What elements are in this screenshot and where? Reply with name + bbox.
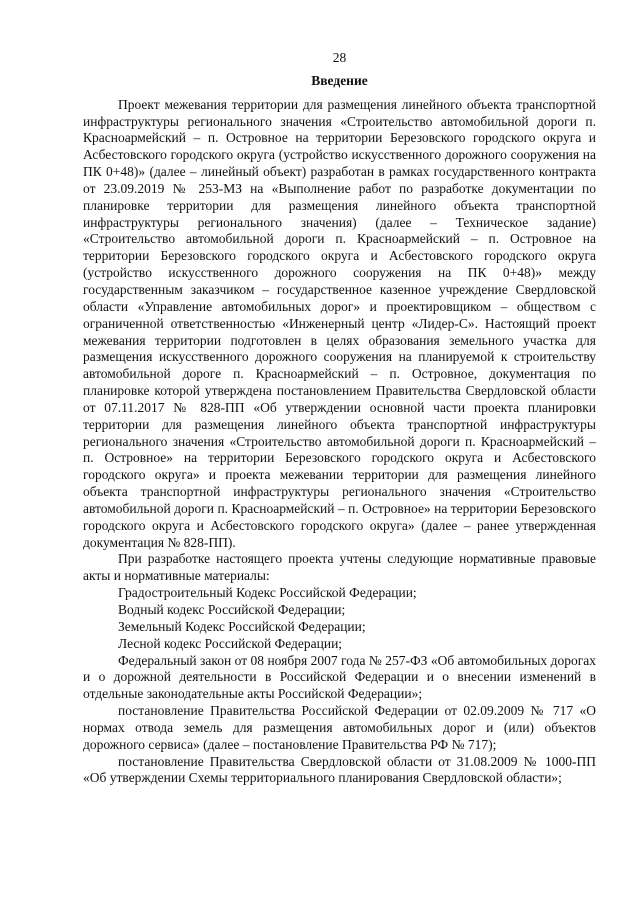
document-page <box>83 50 596 787</box>
list-item-urban-code: Градостроительный Кодекс Российской Федерации; <box>118 585 417 601</box>
list-item-resolution-717: постановление Правительства Российской Федерации от 02.09.2009 № 717 «О нормах отвода земель для размещения автомобильных дорог и (или) объектов дорожного сервиса» (далее – постановление Правительства РФ № 717); <box>83 703 596 752</box>
section-title: Введение <box>311 72 368 88</box>
list-item-federal-law-257: Федеральный закон от 08 ноября 2007 года № 257-ФЗ «Об автомобильных дорогах и о дорожной деятельности в Российской Федерации и о внесении изменений в отдельные законодательные акты Российской Федерации»; <box>83 652 596 702</box>
paragraph-normative-intro: При разработке настоящего проекта учтены следующие нормативные правовые акты и нормативные материалы: <box>83 551 596 584</box>
list-item-land-code: Земельный Кодекс Российской Федерации; <box>118 618 366 634</box>
paragraph-intro: Проект межевания территории для размещения линейного объекта транспортной инфраструктуры регионального значения «Строительство автомобильной дороги п. Красноармейский – п. Островное на территории Березовского городского округа и Асбестовского городского округа (устройство искусственного дорожного сооружения на ПК 0+48)» (далее – линейный объект) разработан в рамках государственного контракта от 23.09.2019 № 253-МЗ на «Выполнение работ по разработке документации по планировке территории для размещения линейного объекта транспортной инфраструктуры регионального значения) (далее – Техническое задание) «Строительство автомобильной дороги п. Красноармейский – п. Островное на территории Березовского городского округа и Асбестовского городского округа (устройство искусственного дорожного сооружения на ПК 0+48)» между государственным заказчиком – государственное казенное учреждение Свердловской области «Управление автомобильных дорог» и проектировщиком – обществом с ограниченной ответственностью «Инженерный центр «Лидер-С». Настоящий проект межевания территории подготовлен в целях образования земельного участка для размещения искусственного дорожного сооружения на планируемой к строительству автомобильной дороге п. Красноармейский – п. Островное, документация по планировке которой утверждена постановлением Правительства Свердловской области от 07.11.2017 № 828-ПП «Об утверждении основной части проекта планировки территории для размещения линейного объекта транспортной инфраструктуры регионального значения «Строительство автомобильной дороги п. Красноармейский – п. Островное» на территории Березовского городского округа и Асбестовского городского округа» и проекта межевании территории для размещения линейного объекта транспортной инфраструктуры регионального значения «Строительство автомобильной дороги п. Красноармейский – п. Островное» на территории Березовского городского округа и Асбестовского городского округа» (далее – ранее утвержденная документация № 828-ПП). <box>83 96 596 550</box>
list-item-resolution-1000: постановление Правительства Свердловской области от 31.08.2009 № 1000-ПП «Об утверждении Схемы территориального планирования Свердловской области»; <box>83 753 596 786</box>
page-number: 28 <box>332 50 347 65</box>
list-item-forest-code: Лесной кодекс Российской Федерации; <box>118 635 343 651</box>
list-item-water-code: Водный кодекс Российской Федерации; <box>118 602 346 617</box>
